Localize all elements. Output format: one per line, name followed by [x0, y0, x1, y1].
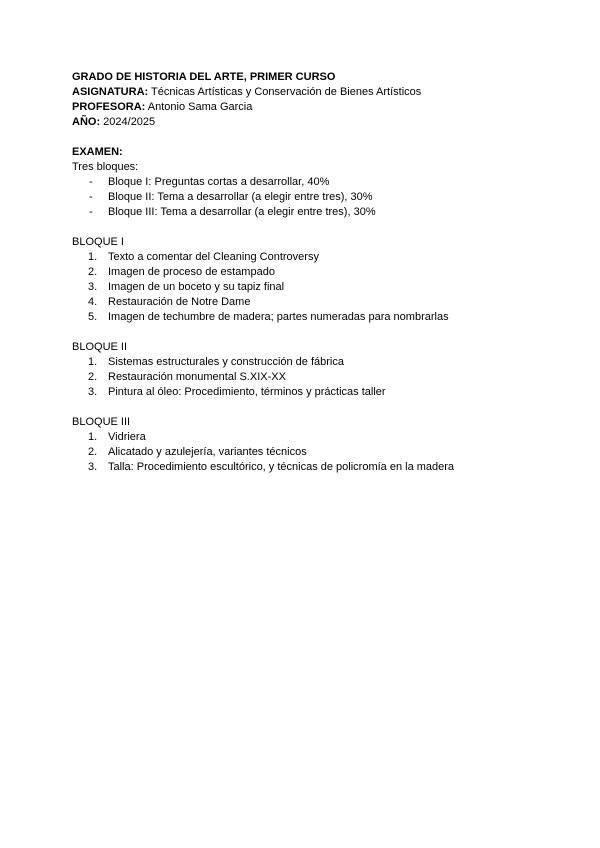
list-item: [72, 265, 542, 280]
list-item: [72, 355, 542, 370]
list-item: [72, 370, 542, 385]
list-item-text: Imagen de techumbre de madera; partes numeradas para nombrarlas: [108, 311, 449, 323]
item-number: 3.: [88, 281, 98, 293]
teacher-label: PROFESORA:: [72, 101, 146, 113]
list-item: [72, 445, 542, 460]
section-title-bloque-2: BLOQUE II: [72, 341, 128, 353]
subject-label: ASIGNATURA:: [72, 86, 149, 98]
item-number: 5.: [88, 311, 98, 323]
list-item-text: Imagen de un boceto y su tapiz final: [108, 281, 285, 293]
subject-line: [72, 85, 542, 100]
teacher-line: [72, 100, 542, 115]
program-title: GRADO DE HISTORIA DEL ARTE, PRIMER CURSO: [72, 71, 336, 83]
spacer: [72, 130, 542, 145]
list-item-text: Vidriera: [108, 431, 146, 443]
list-item: [72, 385, 542, 400]
list-item-text: Bloque III: Tema a desarrollar (a elegir entre tres), 30%: [108, 206, 376, 218]
year-line: [72, 115, 542, 130]
list-item: [72, 175, 542, 190]
spacer: [72, 325, 542, 340]
section-title-bloque-3: BLOQUE III: [72, 416, 131, 428]
item-number: 2.: [88, 446, 98, 458]
spacer: [72, 220, 542, 235]
item-number: 1.: [88, 431, 98, 443]
list-item: [72, 295, 542, 310]
year-value: 2024/2025: [100, 116, 156, 128]
list-item-text: Bloque I: Preguntas cortas a desarrollar, 40%: [108, 176, 330, 188]
list-item-text: Sistemas estructurales y construcción de fábrica: [108, 356, 344, 368]
list-item-text: Alicatado y azulejería, variantes técnicos: [108, 446, 307, 458]
item-number: 4.: [88, 296, 98, 308]
list-item: [72, 310, 542, 325]
dash-marker: -: [89, 176, 93, 188]
item-number: 3.: [88, 386, 98, 398]
item-number: 1.: [88, 356, 98, 368]
year-label: AÑO:: [72, 116, 101, 128]
list-item-text: Imagen de proceso de estampado: [108, 266, 275, 278]
list-item: [72, 205, 542, 220]
list-item-text: Pintura al óleo: Procedimiento, términos y prácticas taller: [108, 386, 386, 398]
list-item-text: Restauración de Notre Dame: [108, 296, 251, 308]
item-number: 1.: [88, 251, 98, 263]
exam-heading: EXAMEN:: [72, 146, 123, 158]
item-number: 3.: [88, 461, 98, 473]
section-list-bloque-1: [72, 250, 542, 325]
list-item-text: Bloque II: Tema a desarrollar (a elegir entre tres), 30%: [108, 191, 373, 203]
section-list-bloque-3: [72, 430, 542, 475]
list-item-text: Talla: Procedimiento escultórico, y técnicas de policromía en la madera: [108, 461, 455, 473]
item-number: 2.: [88, 266, 98, 278]
list-item: [72, 460, 542, 475]
list-item-text: Texto a comentar del Cleaning Controversy: [108, 251, 319, 263]
spacer: [72, 400, 542, 415]
list-item: [72, 280, 542, 295]
section-title-bloque-1: BLOQUE I: [72, 236, 124, 248]
list-item: [72, 250, 542, 265]
exam-block-list: [72, 175, 542, 220]
subject-value: Técnicas Artísticas y Conservación de Bienes Artísticos: [148, 86, 422, 98]
list-item-text: Restauración monumental S.XIX-XX: [108, 371, 286, 383]
teacher-value: Antonio Sama Garcia: [145, 101, 253, 113]
section-list-bloque-2: [72, 355, 542, 400]
item-number: 2.: [88, 371, 98, 383]
exam-intro: Tres bloques:: [72, 161, 139, 173]
dash-marker: -: [89, 191, 93, 203]
list-item: [72, 190, 542, 205]
document-page: [72, 70, 542, 475]
list-item: [72, 430, 542, 445]
dash-marker: -: [89, 206, 93, 218]
